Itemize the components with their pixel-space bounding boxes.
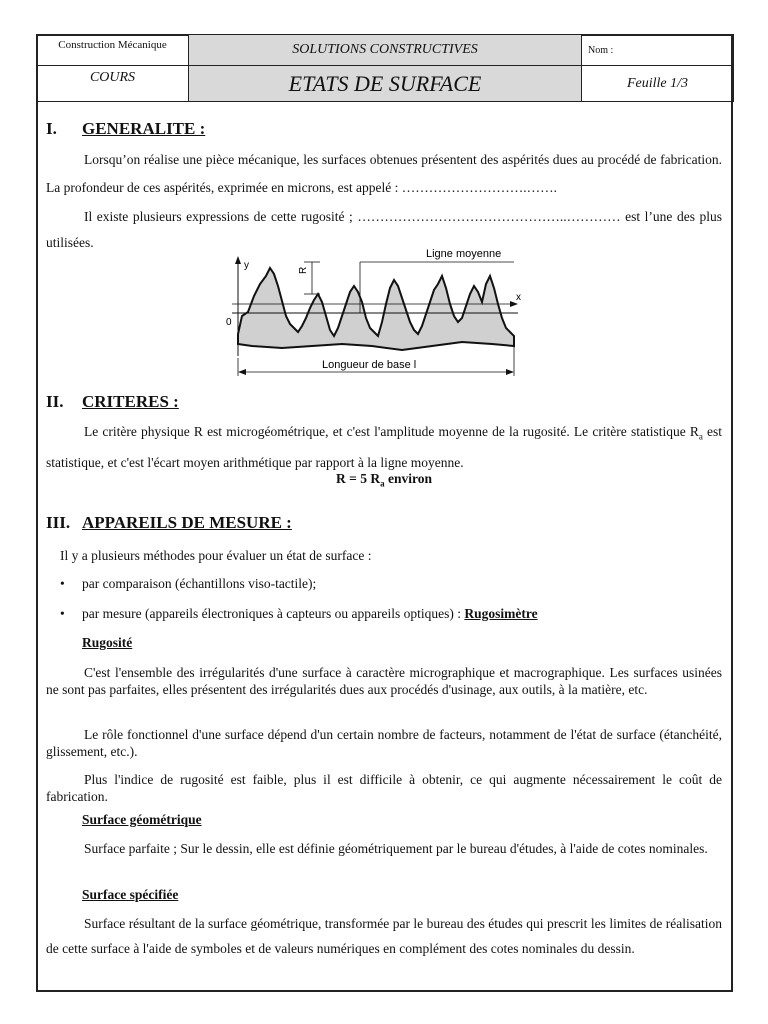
rugosite-paragraph-3: Plus l'indice de rugosité est faible, plus il est difficile à obtenir, ce qui augmente nécessairement le coût de fabrication. (46, 772, 722, 804)
base-length-label: Longueur de base l (322, 359, 417, 371)
section-2-title: CRITERES : (82, 392, 179, 411)
doc-type-cell: COURS (37, 66, 189, 102)
surface-geometrique-paragraph: Surface parfaite ; Sur le dessin, elle est définie géométriquement par le bureau d'études, à l'aide de cotes nominales. (84, 841, 708, 856)
surface-specifiee-paragraph: Surface résultant de la surface géométrique, transformée par le bureau des études qui prescrit les limites de réalisation de cette surface à l'aide de symboles et de valeurs numériques en complément des cotes nominales du dessin. (46, 916, 722, 956)
section-1-number: I. (46, 119, 57, 138)
surface-specifiee-heading: Surface spécifiée (82, 887, 179, 902)
mean-line-label: Ligne moyenne (426, 248, 502, 260)
criteria-text-start: Le critère physique R est microgéométrique, et c'est l'amplitude moyenne de la rugosité. Le critère statistique R (84, 424, 699, 439)
roughness-profile-figure (222, 246, 522, 380)
section-2-number: II. (46, 392, 64, 411)
page-title: ETATS DE SURFACE (189, 66, 582, 102)
y-axis-label: y (244, 260, 249, 271)
profile-area (238, 268, 514, 350)
header-table (36, 34, 734, 102)
base-length-arrow-left-icon (238, 369, 246, 375)
surface-geometrique-heading: Surface géométrique (82, 812, 202, 827)
section-2-paragraph (46, 419, 722, 476)
section-3-number: III. (46, 513, 71, 532)
criteria-text-end: est statistique, et c'est l'écart moyen arithmétique par rapport à la ligne moyenne. (46, 424, 723, 470)
y-axis-arrow-icon (235, 256, 241, 264)
bullet-comparison-text: par comparaison (échantillons viso-tactile); (82, 576, 317, 591)
methods-intro: Il y a plusieurs méthodes pour évaluer un état de surface : (60, 548, 372, 563)
rugosite-heading: Rugosité (82, 635, 133, 650)
section-3-title: APPAREILS DE MESURE : (82, 513, 292, 532)
formula-end: environ (384, 471, 432, 486)
formula (46, 470, 722, 490)
section-3-heading (46, 513, 292, 533)
criteria-subscript: a (698, 431, 703, 442)
bullet-dot-icon: • (60, 576, 65, 591)
section-1-title: GENERALITE : (82, 119, 206, 138)
module-title-cell: SOLUTIONS CONSTRUCTIVES (189, 35, 582, 66)
rugosite-paragraph-1: C'est l'ensemble des irrégularités d'une surface à caractère micrographique et macrographique. Les surfaces usinées ne sont pas parfaites, elles présentent des irrégularités dues aux procédés d'usinage, aux outils, à la matière, etc. (46, 665, 722, 697)
bullet-dot-icon: • (60, 606, 65, 621)
section-1-heading (46, 119, 205, 139)
section-1-paragraph-1: Lorsqu’on réalise une pièce mécanique, les surfaces obtenues présentent des aspérités dues au procédé de fabrication. La profondeur de ces aspérités, exprimée en microns, est appelé : ……………………….……. (46, 152, 722, 195)
section-1-paragraph-2: Il existe plusieurs expressions de cette rugosité ; ………………………………………..………… est l’une des plus utilisées. (46, 209, 722, 250)
x-axis-label: x (516, 292, 521, 303)
section-2-heading (46, 392, 179, 412)
subject-cell: Construction Mécanique (37, 35, 189, 66)
r-label: R (298, 266, 309, 274)
base-length-arrow-right-icon (506, 369, 514, 375)
name-field-cell: Nom : (582, 35, 734, 66)
rugosimetre-term: Rugosimètre (464, 606, 538, 621)
origin-label: 0 (226, 317, 232, 328)
formula-subscript: a (380, 478, 385, 489)
rugosite-paragraph-2: Le rôle fonctionnel d'une surface dépend d'un certain nombre de facteurs, notamment de l'état de surface (étanchéité, glissement, etc.). (46, 727, 722, 759)
sheet-number-cell: Feuille 1/3 (582, 66, 734, 102)
formula-start: R = 5 R (336, 471, 381, 486)
bullet-measurement-text: par mesure (appareils électroniques à capteurs ou appareils optiques) : (82, 606, 465, 621)
